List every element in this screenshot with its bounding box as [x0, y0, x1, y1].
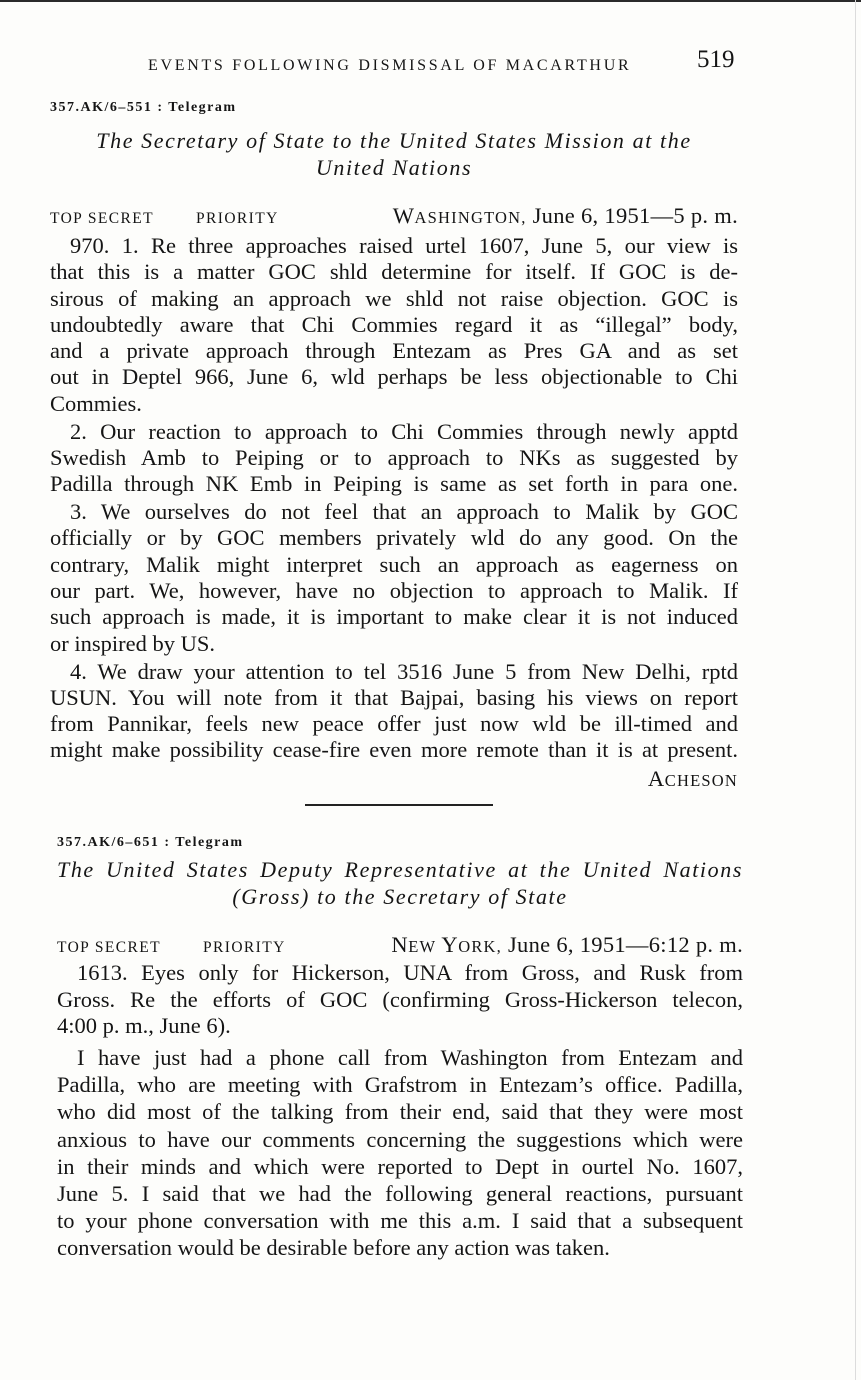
scan-top-edge-line — [0, 0, 861, 2]
small-cap-initial: Y — [441, 932, 459, 957]
body-line: to your phone conversation with me this a.m. I said that a subsequent — [57, 1208, 743, 1234]
body-line: June 5. I said that we had the following general reactions, pursuant — [57, 1181, 743, 1207]
document-heading — [50, 127, 738, 181]
heading-line: The United States Deputy Representative at the United Nations — [57, 857, 743, 882]
body-line: or inspired by US. — [50, 630, 215, 656]
body-line: might make possibility cease-fire even more remote than it is at present. — [50, 737, 738, 763]
body-line: who did most of the talking from their end, said that they were most — [57, 1099, 743, 1125]
body-line: and a private approach through Entezam as Pres GA and as set — [50, 338, 738, 364]
paragraph — [57, 1044, 743, 1262]
heading-line: The Secretary of State to the United States Mission at the — [96, 128, 692, 153]
precedence-marking: PRIORITY — [196, 210, 279, 227]
place-and-date — [393, 203, 738, 231]
heading-line: United Nations — [315, 155, 473, 180]
body-line: 3. We ourselves do not feel that an approach to Malik by GOC — [70, 499, 738, 525]
body-line: Swedish Amb to Peiping or to approach to NKs as suggested by — [50, 444, 738, 470]
body-line: anxious to have our comments concerning the suggestions which were — [57, 1126, 743, 1152]
body-line: 4:00 p. m., June 6). — [57, 1013, 231, 1039]
body-line: 970. 1. Re three approaches raised urtel 1607, June 5, our view is — [70, 233, 738, 258]
place-and-date — [391, 932, 743, 960]
body-line: such approach is made, it is important to make clear it is not induced — [50, 604, 738, 630]
paragraph — [50, 419, 738, 498]
body-line: from Pannikar, feels new peace offer just now wld be ill-timed and — [50, 711, 738, 737]
body-line: undoubtedly aware that Chi Commies regard it as “illegal” body, — [50, 311, 738, 337]
running-head-title: EVENTS FOLLOWING DISMISSAL OF MACARTHUR — [148, 57, 632, 74]
body-line: officially or by GOC members privately wld do any good. On the — [50, 525, 738, 551]
file-reference: 357.AK/6–651 : Telegram — [57, 835, 244, 850]
classification-marking: TOP SECRET — [57, 939, 162, 956]
paragraph — [57, 960, 743, 1040]
body-line: I have just had a phone call from Washington from Entezam and — [77, 1045, 743, 1070]
classification-marking: TOP SECRET — [50, 210, 155, 227]
body-line: out in Deptel 966, June 6, wld perhaps be less objectionable to Chi — [50, 364, 738, 390]
body-line: that this is a matter GOC shld determine for itself. If GOC is de- — [50, 259, 738, 285]
body-line: Padilla, who are meeting with Grafstrom in Entezam’s office. Padilla, — [57, 1072, 743, 1098]
body-line: conversation would be desirable before any action was taken. — [57, 1235, 610, 1261]
body-line: in their minds and which were reported to Dept in ourtel No. 1607, — [57, 1153, 743, 1179]
body-line: sirous of making an approach we shld not raise objection. GOC is — [50, 285, 738, 311]
body-line: Gross. Re the efforts of GOC (confirming Gross-Hickerson telecon, — [57, 986, 743, 1012]
body-line: 4. We draw your attention to tel 3516 June 5 from New Delhi, rptd — [70, 658, 738, 684]
dateline-place: WASHINGTON, — [392, 203, 527, 228]
small-cap-initial: W — [392, 203, 415, 228]
document-heading — [57, 856, 743, 910]
paragraph — [50, 659, 738, 764]
dateline — [57, 932, 743, 961]
paragraph — [50, 233, 738, 417]
small-cap-initial: A — [647, 766, 665, 791]
body-line: Padilla through NK Emb in Peiping is same as set forth in para one. — [50, 471, 738, 497]
precedence-marking: PRIORITY — [203, 939, 286, 956]
small-cap-initial: N — [391, 932, 409, 957]
dateline-date: June 6, 1951—5 p. m. — [532, 203, 738, 228]
body-line: 2. Our reaction to approach to Chi Commies through newly apptd — [70, 418, 738, 444]
dateline — [50, 203, 738, 232]
heading-line: (Gross) to the Secretary of State — [232, 884, 568, 909]
dateline-date: June 6, 1951—6:12 p. m. — [507, 932, 743, 957]
signature-line — [50, 766, 738, 794]
file-reference: 357.AK/6–551 : Telegram — [50, 100, 237, 115]
body-line: Commies. — [50, 390, 142, 416]
body-line: our part. We, however, have no objection to approach to Malik. If — [50, 578, 738, 604]
page-number: 519 — [697, 46, 735, 73]
dateline-place: NEW YORK, — [391, 932, 502, 957]
paragraph — [50, 499, 738, 657]
signature: ACHESON — [647, 766, 738, 791]
body-line: 1613. Eyes only for Hickerson, UNA from Gross, and Rusk from — [77, 960, 743, 985]
section-divider — [305, 804, 493, 806]
page-gutter-shadow — [855, 0, 856, 1380]
body-line: contrary, Malik might interpret such an approach as eagerness on — [50, 551, 738, 577]
body-line: USUN. You will note from it that Bajpai, basing his views on report — [50, 684, 738, 710]
